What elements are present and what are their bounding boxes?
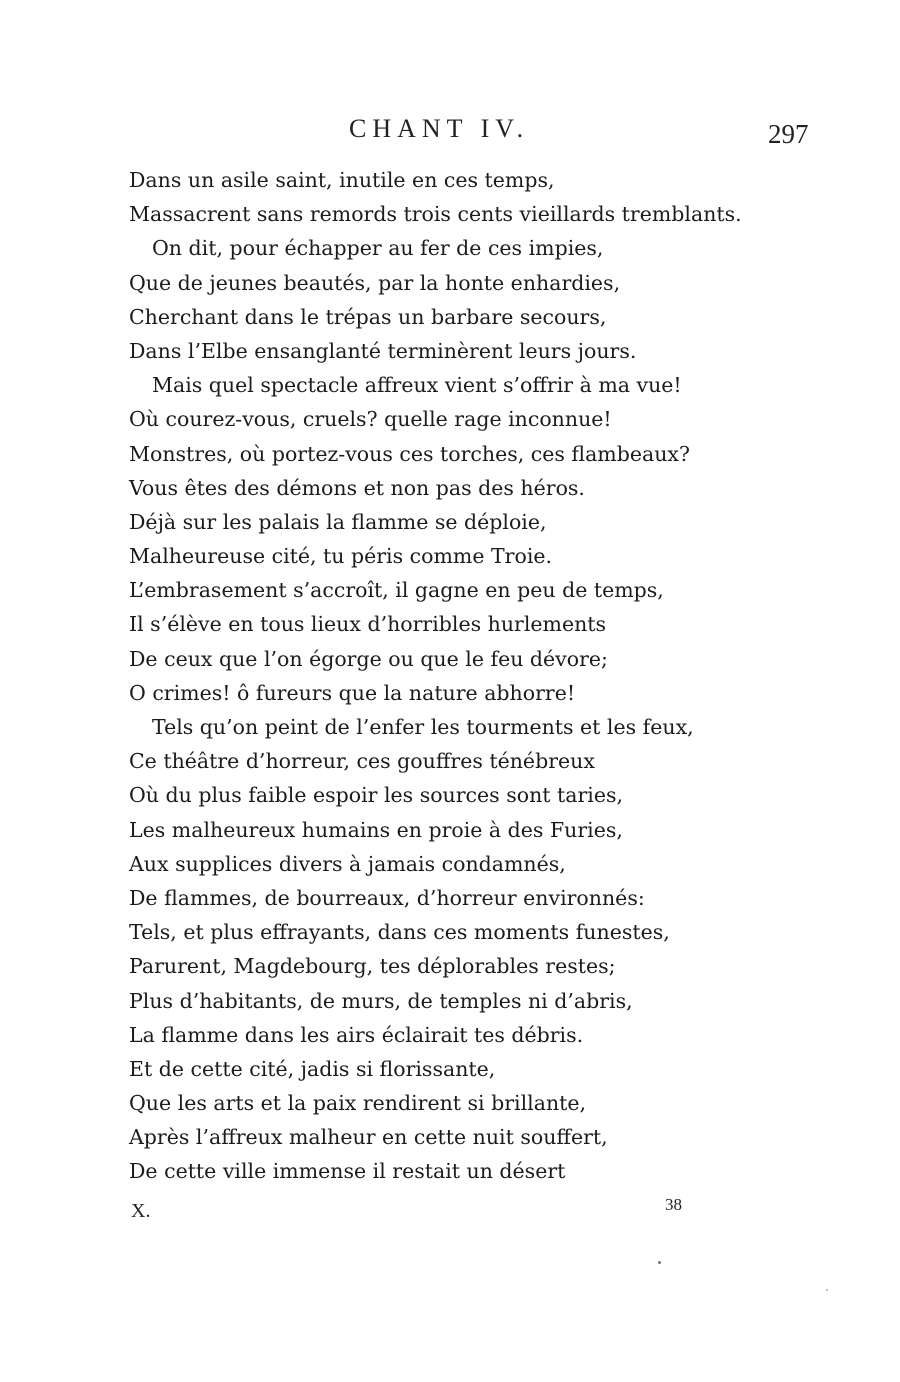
verse-line: Que de jeunes beautés, par la honte enhardies, <box>129 270 621 295</box>
verse-line: Vous êtes des démons et non pas des héros. <box>129 475 585 500</box>
verse-line: De ceux que l’on égorge ou que le feu dévore; <box>129 646 608 671</box>
verse-line: Tels qu’on peint de l’enfer les tourments et les feux, <box>152 715 694 739</box>
footer-number: 38 <box>665 1195 682 1214</box>
verse-line: Ce théâtre d’horreur, ces gouffres ténébreux <box>129 749 595 774</box>
page-number: 297 <box>768 119 809 149</box>
verse-line: Cherchant dans le trépas un barbare secours, <box>129 304 607 329</box>
verse-line: Plus d’habitants, de murs, de temples ni d’abris, <box>129 988 633 1013</box>
verse-line: Après l’affreux malheur en cette nuit souffert, <box>129 1125 608 1150</box>
verse-line: Mais quel spectacle affreux vient s’offrir à ma vue! <box>152 373 682 398</box>
verse-line: La flamme dans les airs éclairait tes débris. <box>129 1022 584 1047</box>
signature-mark: X. <box>131 1200 151 1222</box>
paper-speck <box>658 1261 661 1264</box>
verse-line: Les malheureux humains en proie à des Furies, <box>129 817 623 842</box>
verse-line: On dit, pour échapper au fer de ces impies, <box>152 236 604 261</box>
verse-line: Malheureuse cité, tu péris comme Troie. <box>129 544 553 569</box>
paper-speck <box>826 1289 828 1291</box>
verse-line: Dans un asile saint, inutile en ces temps, <box>129 168 555 192</box>
verse-line: De cette ville immense il restait un désert <box>129 1159 566 1184</box>
verse-line: Il s’élève en tous lieux d’horribles hurlements <box>129 612 607 637</box>
verse-line: Déjà sur les palais la flamme se déploie, <box>129 509 547 534</box>
verse-line: Où du plus faible espoir les sources sont taries, <box>129 783 624 808</box>
running-head-title: CHANT IV. <box>349 114 530 143</box>
verse-block <box>129 163 789 1189</box>
verse-line: Et de cette cité, jadis si florissante, <box>129 1056 496 1081</box>
verse-line: Monstres, où portez-vous ces torches, ces flambeaux? <box>129 441 690 466</box>
verse-line: De flammes, de bourreaux, d’horreur environnés: <box>129 885 645 910</box>
verse-line: Aux supplices divers à jamais condamnés, <box>129 851 566 876</box>
verse-line: O crimes! ô fureurs que la nature abhorre! <box>129 680 576 705</box>
verse-line: Parurent, Magdebourg, tes déplorables restes; <box>129 954 616 979</box>
verse-line: Dans l’Elbe ensanglanté terminèrent leurs jours. <box>129 338 637 363</box>
verse-line: L’embrasement s’accroît, il gagne en peu de temps, <box>129 578 664 603</box>
verse-line: Que les arts et la paix rendirent si brillante, <box>129 1091 587 1116</box>
verse-line: Tels, et plus effrayants, dans ces moments funestes, <box>129 920 670 945</box>
verse-line: Où courez-vous, cruels? quelle rage inconnue! <box>129 407 612 432</box>
verse-line: Massacrent sans remords trois cents vieillards tremblants. <box>129 202 742 227</box>
